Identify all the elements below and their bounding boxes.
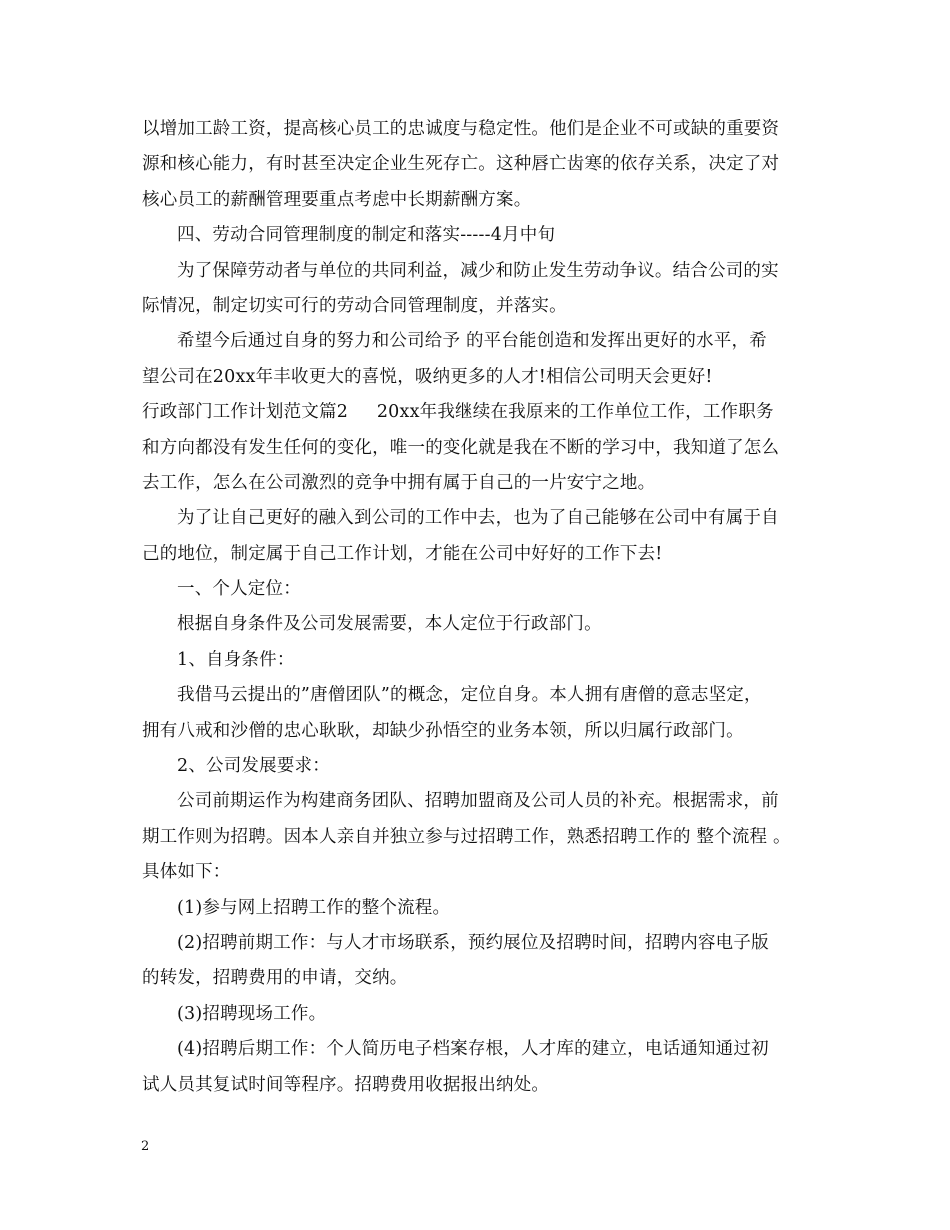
text-line: 际情况，制定切实可行的劳动合同管理制度，并落实。	[142, 295, 567, 316]
text-line: 拥有八戒和沙僧的忠心耿耿，却缺少孙悟空的业务本领，所以归属行政部门。	[142, 720, 744, 741]
list-item: (4)招聘后期工作：个人简历电子档案存根，人才库的建立，电话通知通过初	[177, 1039, 769, 1060]
text-line: 核心员工的薪酬管理要重点考虑中长期薪酬方案。	[142, 189, 532, 210]
text-line: 具体如下：	[142, 862, 231, 883]
text-line: 我借马云提出的”唐僧团队”的概念，定位自身。本人拥有唐僧的意志坚定，	[177, 685, 762, 706]
document-body	[142, 112, 812, 1103]
text-line: 望公司在20xx年丰收更大的喜悦，吸纳更多的人才!相信公司明天会更好!	[142, 366, 713, 387]
article-title-line: 行政部门工作计划范文篇2 20xx年我继续在我原来的工作单位工作，工作职务	[142, 402, 774, 423]
text-line: 以增加工龄工资，提高核心员工的忠诚度与稳定性。他们是企业不可或缺的重要资	[142, 119, 780, 139]
text-line: 试人员其复试时间等程序。招聘费用收据报出纳处。	[142, 1074, 550, 1095]
text-line: 己的地位，制定属于自己工作计划，才能在公司中好好的工作下去!	[142, 543, 663, 564]
list-item: (1)参与网上招聘工作的整个流程。	[177, 897, 451, 918]
list-item: (2)招聘前期工作：与人才市场联系，预约展位及招聘时间，招聘内容电子版	[177, 932, 769, 953]
list-item: (3)招聘现场工作。	[177, 1003, 327, 1024]
text-line: 源和核心能力，有时甚至决定企业生死存亡。这种唇亡齿寒的依存关系，决定了对	[142, 154, 780, 175]
page-number: 2	[141, 1139, 150, 1154]
section-heading: 四、劳动合同管理制度的制定和落实-----4月中旬	[177, 225, 556, 246]
text-line: 去工作，怎么在公司激烈的竞争中拥有属于自己的一片安宁之地。	[142, 472, 656, 493]
text-line: 根据自身条件及公司发展需要，本人定位于行政部门。	[177, 614, 602, 635]
text-line: 希望今后通过自身的努力和公司给予 的平台能创造和发挥出更好的水平，希	[177, 331, 767, 352]
subsection-heading: 1、自身条件：	[177, 649, 295, 670]
subsection-heading: 2、公司发展要求：	[177, 756, 330, 777]
section-heading: 一、个人定位：	[177, 579, 301, 600]
text-line: 和方向都没有发生任何的变化，唯一的变化就是我在不断的学习中，我知道了怎么	[142, 437, 780, 458]
text-line: 的转发，招聘费用的申请，交纳。	[142, 968, 408, 989]
text-line: 为了让自己更好的融入到公司的工作中去，也为了自己能够在公司中有属于自	[177, 508, 779, 529]
text-line: 公司前期运作为构建商务团队、招聘加盟商及公司人员的补充。根据需求，前	[177, 791, 779, 812]
text-line: 为了保障劳动者与单位的共同利益，减少和防止发生劳动争议。结合公司的实	[177, 260, 779, 281]
text-line: 期工作则为招聘。因本人亲自并独立参与过招聘工作，熟悉招聘工作的 整个流程 。	[142, 826, 791, 847]
